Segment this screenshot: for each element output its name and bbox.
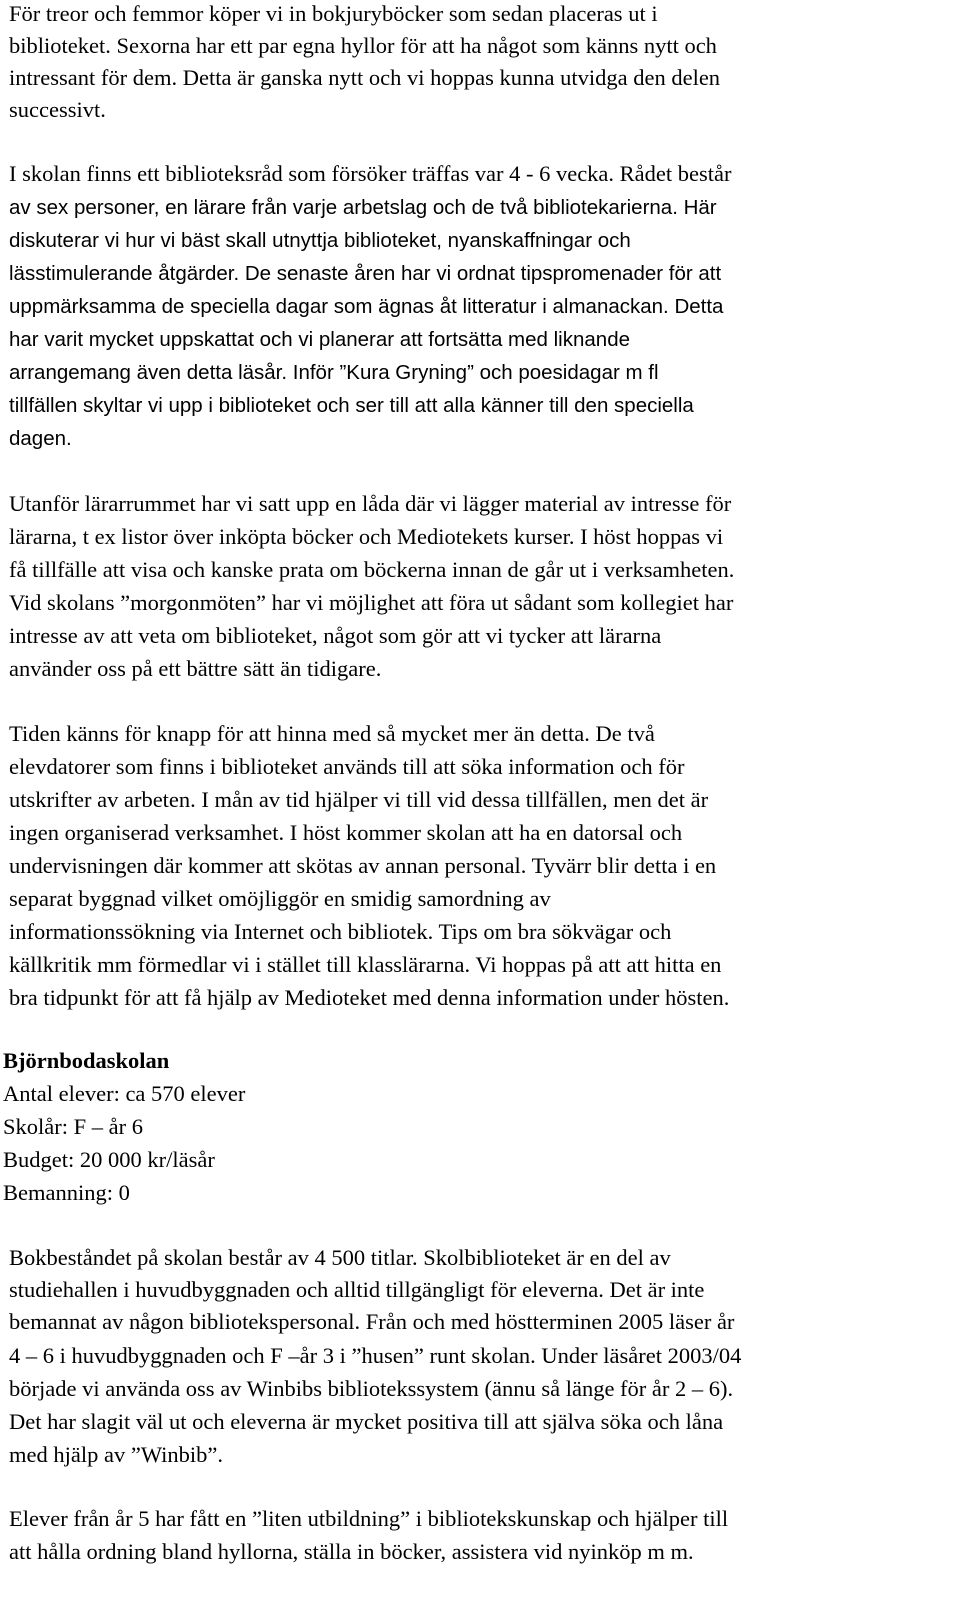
text-line: källkritik mm förmedlar vi i stället till klasslärarna. Vi hoppas på att att hitta en bbox=[9, 952, 722, 977]
text-line: lässtimulerande åtgärder. De senaste åren har vi ordnat tipspromenader för att bbox=[9, 262, 722, 285]
text-line: utskrifter av arbeten. I mån av tid hjälper vi till vid dessa tillfällen, men det är bbox=[9, 787, 709, 812]
school-fact: Antal elever: ca 570 elever bbox=[3, 1081, 246, 1106]
text-line: studiehallen i huvudbyggnaden och alltid tillgängligt för eleverna. Det är inte bbox=[9, 1277, 705, 1302]
text-line: Vid skolans ”morgonmöten” har vi möjlighet att föra ut sådant som kollegiet har bbox=[9, 590, 734, 615]
text-line: intressant för dem. Detta är ganska nytt och vi hoppas kunna utvidga den delen bbox=[9, 65, 721, 90]
text-line: började vi använda oss av Winbibs bibliotekssystem (ännu så länge för år 2 – 6). bbox=[9, 1376, 734, 1401]
text-line: få tillfälle att visa och kanske prata om böckerna innan de går ut i verksamheten. bbox=[9, 557, 735, 582]
text-line: ingen organiserad verksamhet. I höst kommer skolan att ha en datorsal och bbox=[9, 820, 683, 845]
school-fact: Skolår: F – år 6 bbox=[3, 1114, 143, 1139]
text-line: För treor och femmor köper vi in bokjuryböcker som sedan placeras ut i bbox=[9, 1, 658, 26]
text-line: separat byggnad vilket omöjliggör en smidig samordning av bbox=[9, 886, 551, 911]
text-line: arrangemang även detta läsår. Inför ”Kura Gryning” och poesidagar m fl bbox=[9, 361, 659, 384]
text-line: Tiden känns för knapp för att hinna med så mycket mer än detta. De två bbox=[9, 721, 655, 746]
text-line: bra tidpunkt för att få hjälp av Medioteket med denna information under hösten. bbox=[9, 985, 730, 1010]
text-line: Utanför lärarrummet har vi satt upp en låda där vi lägger material av intresse för bbox=[9, 491, 732, 516]
text-line: informationssökning via Internet och bibliotek. Tips om bra sökvägar och bbox=[9, 919, 672, 944]
text-line: uppmärksamma de speciella dagar som ägnas åt litteratur i almanackan. Detta bbox=[9, 295, 724, 318]
text-line: Elever från år 5 har fått en ”liten utbildning” i bibliotekskunskap och hjälper till bbox=[9, 1506, 729, 1531]
text-line: dagen. bbox=[9, 427, 72, 450]
text-line: att hålla ordning bland hyllorna, ställa in böcker, assistera vid nyinköp m m. bbox=[9, 1539, 694, 1564]
text-line: diskuterar vi hur vi bäst skall utnyttja biblioteket, nyanskaffningar och bbox=[9, 229, 631, 252]
text-line: med hjälp av ”Winbib”. bbox=[9, 1442, 224, 1467]
text-line: 4 – 6 i huvudbyggnaden och F –år 3 i ”husen” runt skolan. Under läsåret 2003/04 bbox=[9, 1343, 742, 1368]
text-line: bemannat av någon bibliotekspersonal. Från och med höstterminen 2005 läser år bbox=[9, 1309, 735, 1334]
school-fact: Budget: 20 000 kr/läsår bbox=[3, 1147, 215, 1172]
text-line: undervisningen där kommer att skötas av annan personal. Tyvärr blir detta i en bbox=[9, 853, 717, 878]
text-line: I skolan finns ett biblioteksråd som försöker träffas var 4 - 6 vecka. Rådet består bbox=[9, 161, 732, 186]
text-line: successivt. bbox=[9, 97, 106, 122]
text-line: intresse av att veta om biblioteket, något som gör att vi tycker att lärarna bbox=[9, 623, 662, 648]
text-line: lärarna, t ex listor över inköpta böcker och Mediotekets kurser. I höst hoppas vi bbox=[9, 524, 724, 549]
text-line: Det har slagit väl ut och eleverna är mycket positiva till att själva söka och låna bbox=[9, 1409, 724, 1434]
text-line: tillfällen skyltar vi upp i biblioteket och ser till att alla känner till den speciella bbox=[9, 394, 694, 417]
text-line: har varit mycket uppskattat och vi planerar att fortsätta med liknande bbox=[9, 328, 630, 351]
text-line: av sex personer, en lärare från varje arbetslag och de två bibliotekarierna. Här bbox=[9, 196, 717, 219]
text-line: elevdatorer som finns i biblioteket används till att söka information och för bbox=[9, 754, 685, 779]
text-line: biblioteket. Sexorna har ett par egna hyllor för att ha något som känns nytt och bbox=[9, 33, 717, 58]
school-name-heading: Björnbodaskolan bbox=[3, 1048, 170, 1073]
text-line: Bokbeståndet på skolan består av 4 500 titlar. Skolbiblioteket är en del av bbox=[9, 1245, 671, 1270]
text-line: använder oss på ett bättre sätt än tidigare. bbox=[9, 656, 382, 681]
school-fact: Bemanning: 0 bbox=[3, 1180, 130, 1205]
